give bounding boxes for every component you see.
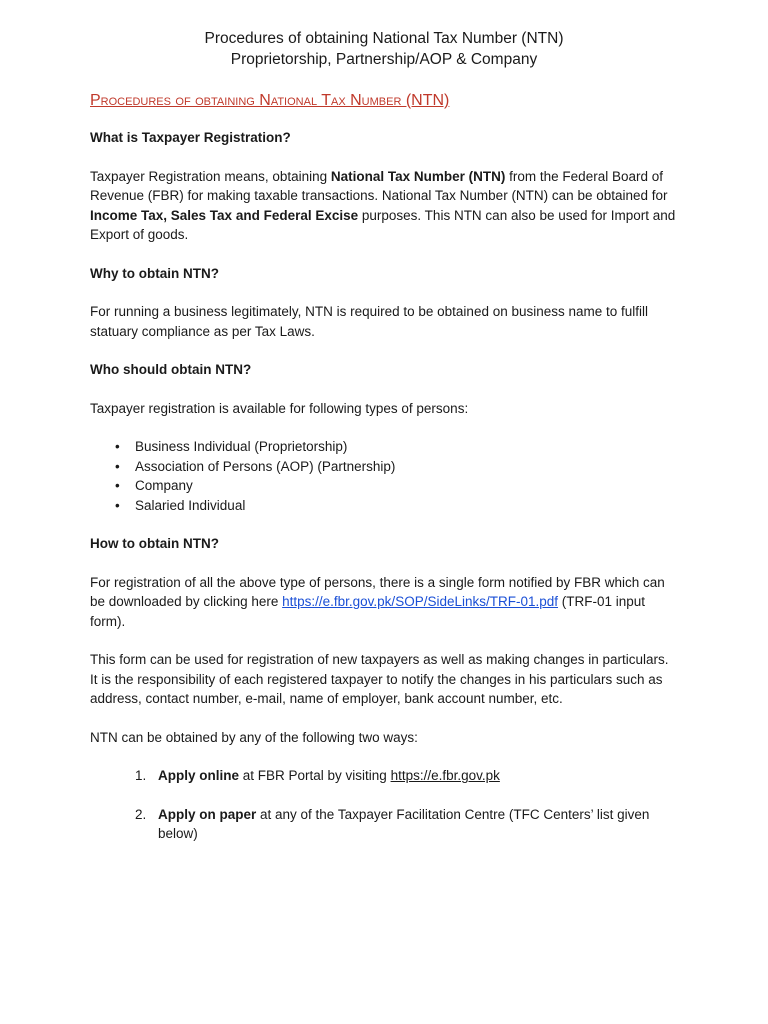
list-number: 2. xyxy=(135,806,147,822)
paragraph-how-form xyxy=(90,573,678,632)
paragraph-form-usage: This form can be used for registration of new taxpayers as well as making changes in particulars. It is the responsibility of each registered taxpayer to notify the changes in his particulars such as address, contact number, e-mail, name of employer, bank account number, etc. xyxy=(90,652,669,706)
list-item xyxy=(115,476,678,496)
bullet-icon: • xyxy=(115,478,120,493)
obtain-ways-list xyxy=(90,766,678,844)
trf-01-form-link[interactable]: https://e.fbr.gov.pk/SOP/SideLinks/TRF-01.pdf xyxy=(282,594,559,609)
question-why-obtain: Why to obtain NTN? xyxy=(90,265,219,281)
paragraph-registration-definition xyxy=(90,167,678,245)
text-run: at FBR Portal by visiting xyxy=(239,768,391,783)
text-run: purposes. This NTN can also be used for Import and Export of goods. xyxy=(90,207,676,242)
title-line-1: Procedures of obtaining National Tax Number (NTN) xyxy=(204,30,564,47)
paragraph-who-intro: Taxpayer registration is available for following types of persons: xyxy=(90,400,469,416)
fbr-portal-link[interactable]: https://e.fbr.gov.pk xyxy=(390,768,500,783)
list-item xyxy=(135,766,678,786)
list-item-text: Salaried Individual xyxy=(135,497,246,513)
list-item-text: Company xyxy=(135,478,193,493)
section-heading: Procedures of obtaining National Tax Number (NTN) xyxy=(90,92,450,109)
question-what-is-registration: What is Taxpayer Registration? xyxy=(90,130,291,145)
bullet-icon: • xyxy=(115,458,120,474)
question-who-should-obtain: Who should obtain NTN? xyxy=(90,362,252,377)
person-types-list xyxy=(90,437,678,515)
bold-tax-types: Income Tax, Sales Tax and Federal Excise xyxy=(90,207,359,223)
list-number: 1. xyxy=(135,768,147,783)
list-item-text: Business Individual (Proprietorship) xyxy=(135,439,348,454)
bold-apply-online: Apply online xyxy=(158,768,239,783)
paragraph-two-ways: NTN can be obtained by any of the following two ways: xyxy=(90,729,418,745)
bullet-icon: • xyxy=(115,439,120,454)
bullet-icon: • xyxy=(115,497,120,513)
bold-ntn: National Tax Number (NTN) xyxy=(330,168,506,184)
list-item xyxy=(115,437,678,457)
bold-apply-paper: Apply on paper xyxy=(158,806,257,822)
list-item xyxy=(135,805,678,844)
text-run: at any of the Taxpayer Facilitation Centre (TFC Centers’ list given below) xyxy=(158,806,650,841)
list-item-text: Association of Persons (AOP) (Partnership) xyxy=(135,458,396,474)
text-run: Taxpayer Registration means, obtaining xyxy=(90,168,331,184)
paragraph-why-answer: For running a business legitimately, NTN is required to be obtained on business name to fulfill statuary compliance as per Tax Laws. xyxy=(90,304,649,339)
text-run: from the Federal Board of Revenue (FBR) for making taxable transactions. National Tax Number (NTN) can be obtained for xyxy=(90,168,668,203)
list-item xyxy=(115,457,678,477)
text-run: (TRF-01 input form). xyxy=(90,594,646,629)
title-line-2: Proprietorship, Partnership/AOP & Company xyxy=(230,51,538,68)
document-title xyxy=(90,28,678,70)
question-how-to-obtain: How to obtain NTN? xyxy=(90,536,219,551)
list-item xyxy=(115,496,678,516)
text-run: For registration of all the above type of persons, there is a single form notified by FBR which can be downloaded by clicking here xyxy=(90,574,665,609)
